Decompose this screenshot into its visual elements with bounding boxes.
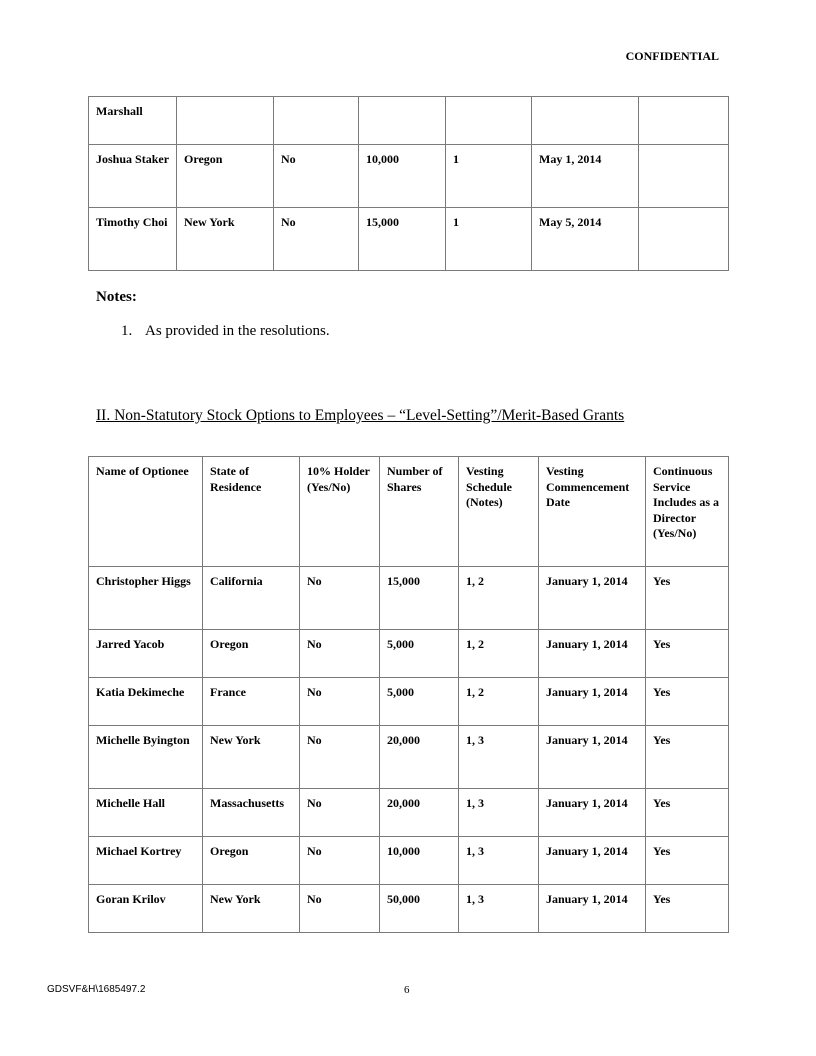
table-row	[89, 567, 729, 630]
table-cell: Yes	[646, 885, 729, 933]
table-cell: 5,000	[380, 678, 459, 726]
table-cell: 20,000	[380, 789, 459, 837]
table-cell: January 1, 2014	[539, 837, 646, 885]
table-cell: May 5, 2014	[532, 208, 639, 271]
table-cell: Marshall	[89, 97, 177, 145]
table-cell: No	[300, 885, 380, 933]
section-title: II. Non-Statutory Stock Options to Employees – “Level-Setting”/Merit-Based Grants	[96, 407, 625, 424]
table-cell: France	[203, 678, 300, 726]
column-header: State of Residence	[203, 457, 300, 567]
table-cell: 1, 2	[459, 678, 539, 726]
table-cell: January 1, 2014	[539, 567, 646, 630]
table-cell: Yes	[646, 789, 729, 837]
table-cell	[532, 97, 639, 145]
table-cell: Oregon	[203, 630, 300, 678]
table-cell: California	[203, 567, 300, 630]
table-cell: Timothy Choi	[89, 208, 177, 271]
table-row	[89, 145, 729, 208]
table-cell: Goran Krilov	[89, 885, 203, 933]
table-cell: Michael Kortrey	[89, 837, 203, 885]
table-cell: 1, 3	[459, 726, 539, 789]
table-cell: 15,000	[380, 567, 459, 630]
table-row	[89, 789, 729, 837]
table-row	[89, 726, 729, 789]
table-cell	[274, 97, 359, 145]
table-row	[89, 885, 729, 933]
table-cell: No	[300, 630, 380, 678]
table-cell: Oregon	[177, 145, 274, 208]
table-row	[89, 630, 729, 678]
table-cell: 1, 3	[459, 837, 539, 885]
note-number: 1.	[121, 323, 133, 339]
table-cell: No	[274, 208, 359, 271]
table-cell: No	[300, 837, 380, 885]
table-cell: 50,000	[380, 885, 459, 933]
table-cell: 5,000	[380, 630, 459, 678]
table-cell: Yes	[646, 837, 729, 885]
confidential-label: CONFIDENTIAL	[625, 49, 719, 63]
table-cell: 1, 2	[459, 567, 539, 630]
table-cell: Michelle Hall	[89, 789, 203, 837]
table-cell: No	[274, 145, 359, 208]
table-cell: January 1, 2014	[539, 789, 646, 837]
table-cell	[446, 97, 532, 145]
table-cell: January 1, 2014	[539, 678, 646, 726]
table-cell: 1	[446, 145, 532, 208]
table-cell	[359, 97, 446, 145]
table-cell: Katia Dekimeche	[89, 678, 203, 726]
table-cell	[639, 97, 729, 145]
table-cell: Yes	[646, 630, 729, 678]
table-cell: Yes	[646, 567, 729, 630]
table-cell: January 1, 2014	[539, 885, 646, 933]
table-cell: Massachusetts	[203, 789, 300, 837]
table-cell: 1, 2	[459, 630, 539, 678]
table-cell: 20,000	[380, 726, 459, 789]
column-header: Number of Shares	[380, 457, 459, 567]
table-cell: Yes	[646, 726, 729, 789]
table-cell: May 1, 2014	[532, 145, 639, 208]
column-header: 10% Holder (Yes/No)	[300, 457, 380, 567]
document-id: GDSVF&H\1685497.2	[47, 984, 146, 995]
table-cell	[639, 145, 729, 208]
table-cell: 10,000	[359, 145, 446, 208]
table-cell: 1, 3	[459, 885, 539, 933]
column-header: Name of Optionee	[89, 457, 203, 567]
table-cell: Michelle Byington	[89, 726, 203, 789]
table-cell: Oregon	[203, 837, 300, 885]
options-table	[88, 456, 729, 933]
table-cell: New York	[203, 885, 300, 933]
table-cell: No	[300, 678, 380, 726]
note-text: As provided in the resolutions.	[145, 323, 330, 339]
table-cell: New York	[203, 726, 300, 789]
table-cell: January 1, 2014	[539, 726, 646, 789]
table-cell: 10,000	[380, 837, 459, 885]
continuation-table	[88, 96, 729, 271]
column-header: Vesting Schedule (Notes)	[459, 457, 539, 567]
column-header: Vesting Commencement Date	[539, 457, 646, 567]
table-cell: No	[300, 726, 380, 789]
table-cell: Christopher Higgs	[89, 567, 203, 630]
table-cell	[177, 97, 274, 145]
table-row	[89, 97, 729, 145]
table-cell: 15,000	[359, 208, 446, 271]
table-cell: No	[300, 567, 380, 630]
table-cell: 1, 3	[459, 789, 539, 837]
table-cell: 1	[446, 208, 532, 271]
table-cell: Jarred Yacob	[89, 630, 203, 678]
column-header: Continuous Service Includes as a Director (Yes/No)	[646, 457, 729, 567]
table-cell: No	[300, 789, 380, 837]
table-row	[89, 678, 729, 726]
table-row	[89, 837, 729, 885]
note-item	[121, 323, 330, 340]
notes-title: Notes:	[96, 289, 137, 305]
table-cell: Yes	[646, 678, 729, 726]
table-cell	[639, 208, 729, 271]
page-number: 6	[404, 984, 410, 996]
table-cell: New York	[177, 208, 274, 271]
table-row	[89, 208, 729, 271]
table-cell: Joshua Staker	[89, 145, 177, 208]
table-header-row	[89, 457, 729, 567]
table-cell: January 1, 2014	[539, 630, 646, 678]
